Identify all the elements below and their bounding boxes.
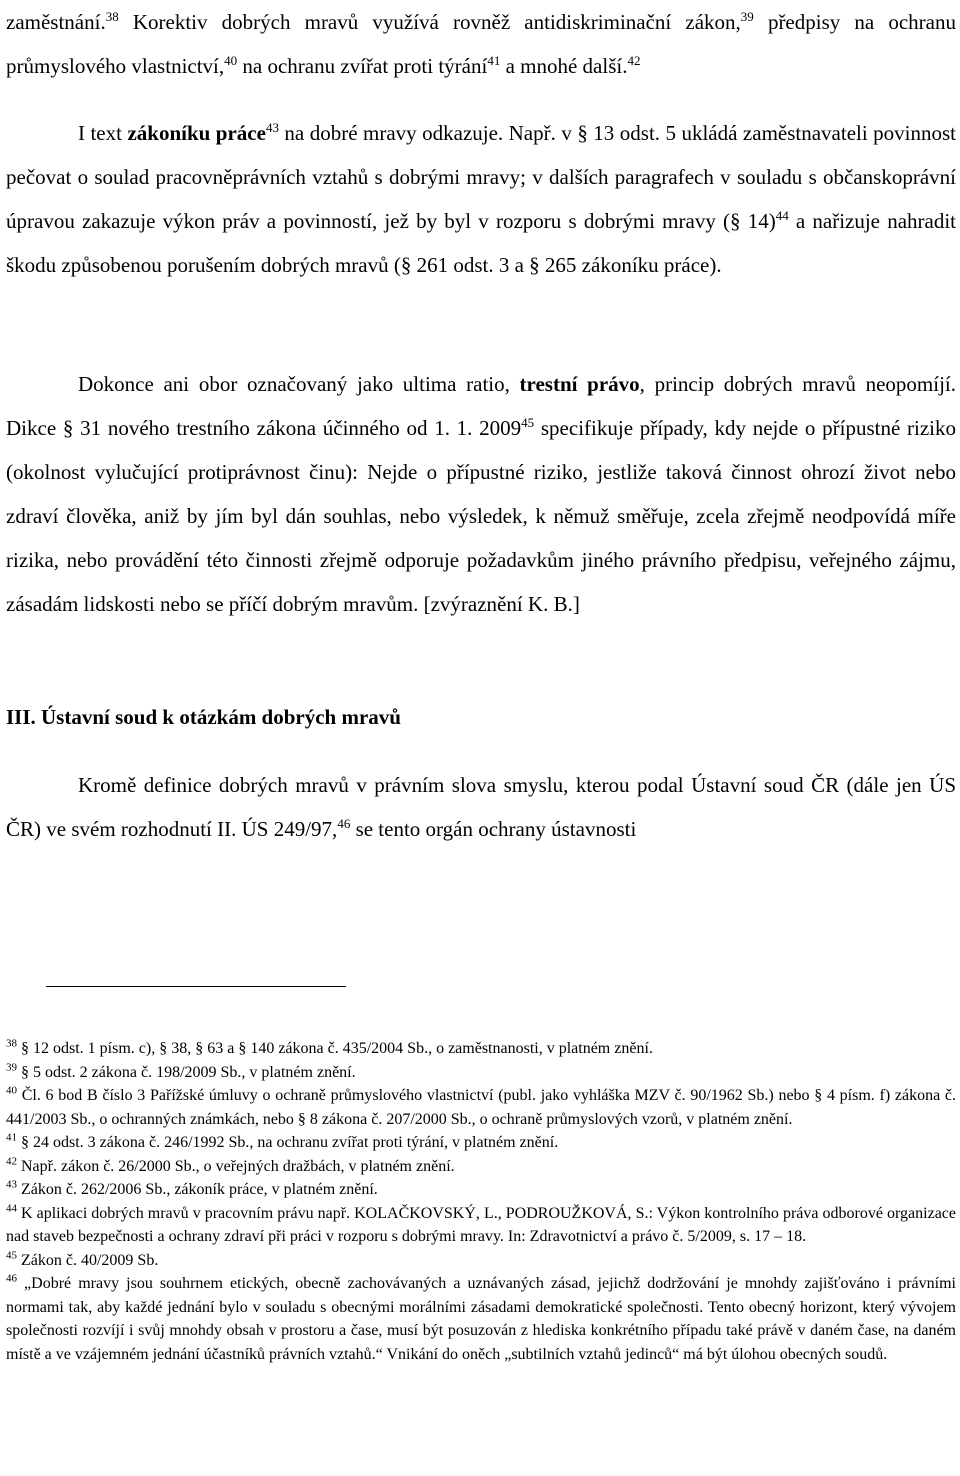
footnote-separator	[46, 986, 346, 987]
footnote	[6, 1272, 956, 1366]
text-run: a nařizuje nahradit škodu způsobenou porušením dobrých mravů (§ 261 odst. 3 a § 265 zákoníku práce).	[6, 209, 956, 277]
footnote-number: 45	[6, 1249, 17, 1262]
footnote-number: 46	[6, 1272, 17, 1285]
footnote	[6, 1061, 956, 1085]
footnote-text: Čl. 6 bod B číslo 3 Pařížské úmluvy o ochraně průmyslového vlastnictví (publ. jako vyhláška MZV č. 90/1962 Sb.) nebo § 4 písm. f) zákona č. 441/2003 Sb., o ochranných známkách, nebo § 8 zákona č. 207/2000 Sb., o ochraně průmyslových vzorů, v platném znění.	[6, 1087, 956, 1128]
paragraph-labour-code	[6, 111, 956, 287]
footnote-number: 39	[6, 1061, 17, 1074]
footnote-ref[interactable]: 38	[105, 9, 119, 24]
paragraph-criminal-law	[6, 362, 956, 626]
footnote-text: Např. zákon č. 26/2000 Sb., o veřejných dražbách, v platném znění.	[17, 1157, 455, 1175]
footnote-ref[interactable]: 45	[521, 415, 535, 430]
footnote-text: Zákon č. 262/2006 Sb., zákoník práce, v platném znění.	[17, 1181, 378, 1198]
footnote-ref[interactable]: 43	[265, 120, 279, 135]
text-run: zaměstnání.	[6, 10, 106, 34]
text-run: I text	[78, 121, 128, 145]
footnote	[6, 1202, 956, 1249]
footnote-number: 40	[6, 1084, 17, 1097]
footnote-number: 43	[6, 1178, 17, 1191]
paragraph-constitutional-court	[6, 763, 956, 851]
emphasis-bold: zákoníku práce	[127, 121, 266, 145]
footnote-text: „Dobré mravy jsou souhrnem etických, obecně zachovávaných a uznávaných zásad, jejichž dodržování je mnohdy zajišťováno i právními normami tak, aby každé jednání bylo v souladu s obecnými morálními zásadami demokratické společnosti. Tento obecný horizont, který vývojem společnosti rozvíjí i svůj mnohdy obsah v prostoru a čase, musí být posuzován z hlediska konkrétního případu také právě v daném čase, na daném místě a ve vzájemném jednání účastníků právních vztahů.“ Vnikání do oněch „subtilních vztahů jedinců“ má být úlohou obecných soudů.	[6, 1275, 956, 1363]
text-run: Korektiv dobrých mravů využívá rovněž antidiskriminační zákon,	[118, 10, 741, 34]
footnote-ref[interactable]: 41	[487, 53, 501, 68]
footnote	[6, 1131, 956, 1155]
footnote	[6, 1037, 956, 1061]
emphasis-bold: trestní právo	[519, 372, 640, 396]
footnote	[6, 1178, 956, 1202]
footnote-number: 38	[6, 1037, 17, 1050]
footnote-ref[interactable]: 44	[775, 208, 789, 223]
footnote	[6, 1249, 956, 1273]
text-run: předpisy na ochranu průmyslového vlastnictví,	[6, 10, 956, 78]
text-run: Kromě definice dobrých mravů v právním slova smyslu, kterou podal Ústavní soud ČR (dále jen ÚS ČR) ve svém rozhodnutí II. ÚS 249/97,	[6, 773, 956, 841]
footnote-text: K aplikaci dobrých mravů v pracovním právu např. KOLAČKOVSKÝ, L., PODROUŽKOVÁ, S.: Výkon kontrolního práva odborové organizace nad staveb bezpečnosti a ochrany zdraví při práci v rozporu s dobrými mravy. In: Zdravotnictví a právo č. 5/2009, s. 17 – 18.	[6, 1204, 956, 1245]
footnote-number: 44	[6, 1202, 17, 1215]
footnote-number: 41	[6, 1131, 17, 1144]
text-run: specifikuje případy, kdy nejde o přípustné riziko (okolnost vylučující protiprávnost činu): Nejde o přípustné riziko, jestliže taková činnost ohrozí život nebo zdraví člověka, aniž by jím byl dán souhlas, nebo výsledek, k němuž směřuje, zcela zřejmě neodpovídá míře rizika, nebo provádění této činnosti zřejmě odporuje požadavkům jiného právního předpisu, veřejného zájmu, zásadám lidskosti nebo se příčí dobrým mravům. [zvýraznění K. B.]	[6, 416, 957, 616]
footnote-text: § 5 odst. 2 zákona č. 198/2009 Sb., v platném znění.	[17, 1063, 356, 1081]
text-run: se tento orgán ochrany ústavnosti	[350, 817, 637, 841]
footnote	[6, 1155, 956, 1179]
text-run: , princip dobrých mravů neopomíjí. Dikce § 31 nového trestního zákona účinného od 1. 1. 2009	[6, 372, 956, 440]
text-run: na dobré mravy odkazuje. Např. v § 13 odst. 5 ukládá zaměstnavateli povinnost pečovat o soulad pracovněprávních vztahů s dobrými mravy; v dalších paragrafech v souladu s občanskoprávní úpravou zakazuje výkon práv a povinností, jež by byl v rozporu s dobrými mravy (§ 14)	[6, 121, 957, 233]
paragraph-continuation	[6, 0, 956, 88]
footnote-ref[interactable]: 42	[627, 53, 641, 68]
text-run: na ochranu zvířat proti týrání	[237, 54, 488, 78]
footnote-text: § 12 odst. 1 písm. c), § 38, § 63 a § 140 zákona č. 435/2004 Sb., o zaměstnanosti, v platném znění.	[17, 1040, 653, 1057]
footnote-ref[interactable]: 40	[224, 53, 238, 68]
footnotes-section	[6, 1037, 956, 1366]
footnote	[6, 1084, 956, 1131]
text-run: a mnohé další.	[500, 54, 628, 78]
footnote-ref[interactable]: 46	[337, 816, 351, 831]
footnote-number: 42	[6, 1155, 17, 1168]
footnote-text: § 24 odst. 3 zákona č. 246/1992 Sb., na ochranu zvířat proti týrání, v platném znění.	[17, 1134, 559, 1151]
footnote-text: Zákon č. 40/2009 Sb.	[17, 1251, 159, 1269]
text-run: Dokonce ani obor označovaný jako ultima ratio,	[78, 372, 520, 396]
footnote-ref[interactable]: 39	[740, 9, 754, 24]
section-heading: III. Ústavní soud k otázkám dobrých mravů	[6, 705, 401, 729]
